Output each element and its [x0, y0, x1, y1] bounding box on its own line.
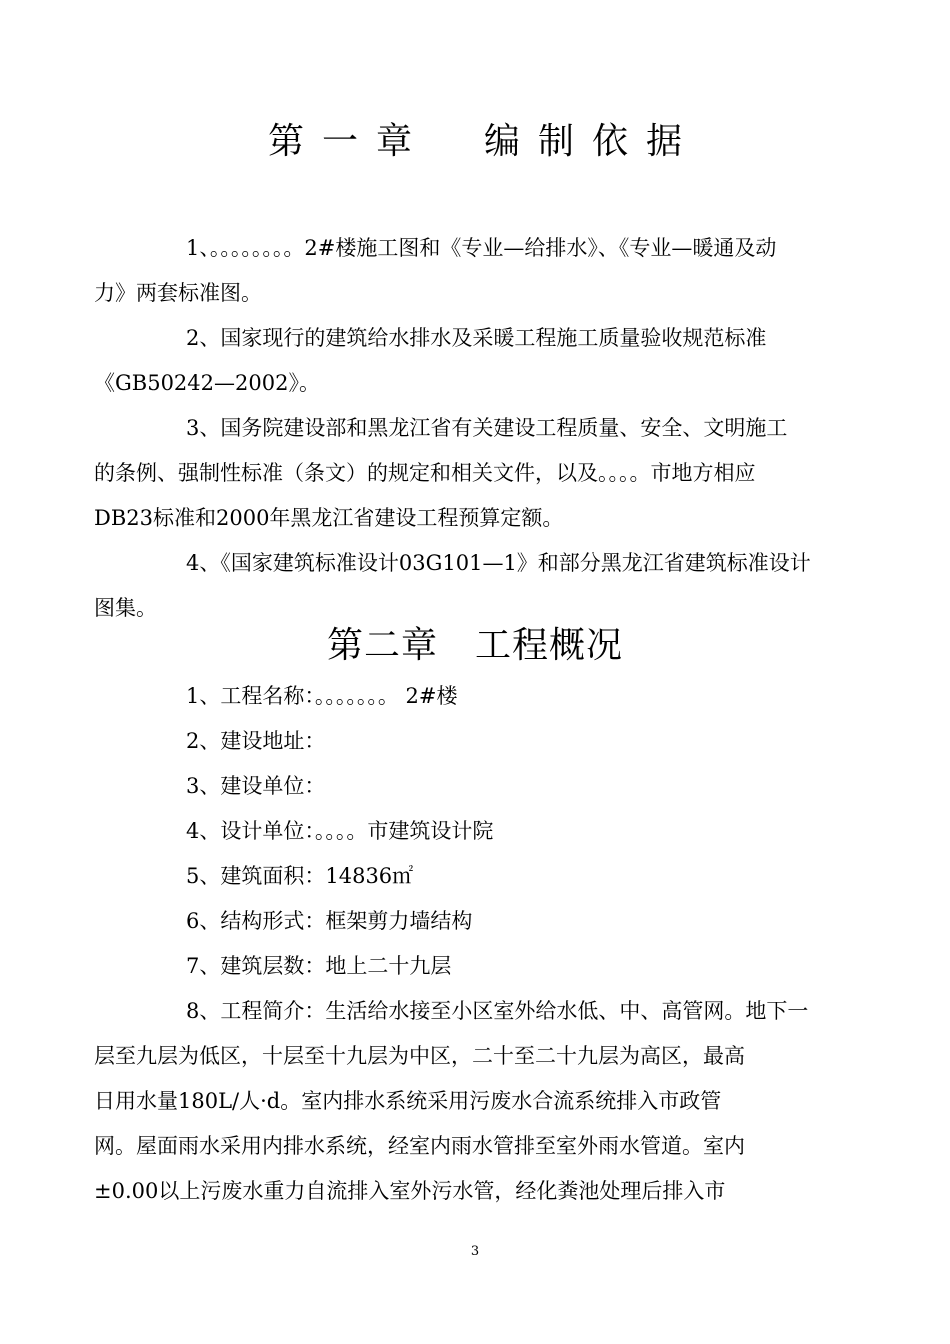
paragraph-line: 8、工程简介：生活给水接至小区室外给水低、中、高管网。地下一 — [186, 999, 809, 1023]
ch1-item-1 — [94, 226, 810, 316]
ch2-item-1 — [140, 674, 810, 719]
ch2-item-5 — [140, 854, 810, 899]
paragraph-line: 网。屋面雨水采用内排水系统，经室内雨水管排至室外雨水管道。室内 — [94, 1134, 745, 1158]
paragraph-line: DB23标准和2000年黑龙江省建设工程预算定额。 — [94, 506, 564, 530]
ch2-item-6 — [140, 899, 810, 944]
paragraph-line: 3、建设单位： — [186, 774, 326, 798]
paragraph-line: ±0.00以上污废水重力自流排入室外污水管，经化粪池处理后排入市 — [94, 1179, 726, 1203]
ch1-item-3 — [94, 406, 810, 541]
chapter-1-title: 第一章 编制依据 — [267, 121, 700, 162]
paragraph-line: 4、《国家建筑标准设计03G101—1》和部分黑龙江省建筑标准设计 — [186, 551, 811, 575]
paragraph-line: 7、建筑层数：地上二十九层 — [186, 954, 452, 978]
ch1-item-2 — [94, 316, 810, 406]
chapter-2-title: 第二章 工程概况 — [326, 625, 623, 666]
page-number: 3 — [470, 1244, 480, 1259]
ch2-item-3 — [140, 764, 810, 809]
paragraph-line: 1、工程名称：。。。。。。。 2#楼 — [186, 684, 458, 708]
ch2-item-2 — [140, 719, 810, 764]
ch2-item-8 — [94, 989, 810, 1214]
paragraph-line: 力》两套标准图。 — [94, 281, 262, 305]
paragraph-line: 6、结构形式：框架剪力墙结构 — [186, 909, 473, 933]
paragraph-line: 《GB50242—2002》。 — [94, 371, 320, 395]
paragraph-line: 1、。。。。。。。。2#楼施工图和《专业—给排水》、《专业—暖通及动 — [186, 236, 777, 260]
paragraph-line: 图集。 — [94, 596, 157, 620]
paragraph-line: 层至九层为低区，十层至十九层为中区，二十至二十九层为高区，最高 — [94, 1044, 745, 1068]
paragraph-line: 2、国家现行的建筑给水排水及采暖工程施工质量验收规范标准 — [186, 326, 767, 350]
paragraph-line: 的条例、强制性标准（条文）的规定和相关文件，以及。。。。市地方相应 — [94, 461, 756, 485]
paragraph-line: 2、建设地址： — [186, 729, 326, 753]
ch2-item-4 — [140, 809, 810, 854]
paragraph-line: 日用水量180L/人·d。室内排水系统采用污废水合流系统排入市政管 — [94, 1089, 722, 1113]
paragraph-line: 3、国务院建设部和黑龙江省有关建设工程质量、安全、文明施工 — [186, 416, 788, 440]
ch2-item-7 — [140, 944, 810, 989]
paragraph-line: 4、设计单位：。。。。市建筑设计院 — [186, 819, 494, 843]
ch1-item-4 — [94, 541, 811, 631]
paragraph-line: 5、建筑面积：14836㎡ — [186, 864, 414, 888]
